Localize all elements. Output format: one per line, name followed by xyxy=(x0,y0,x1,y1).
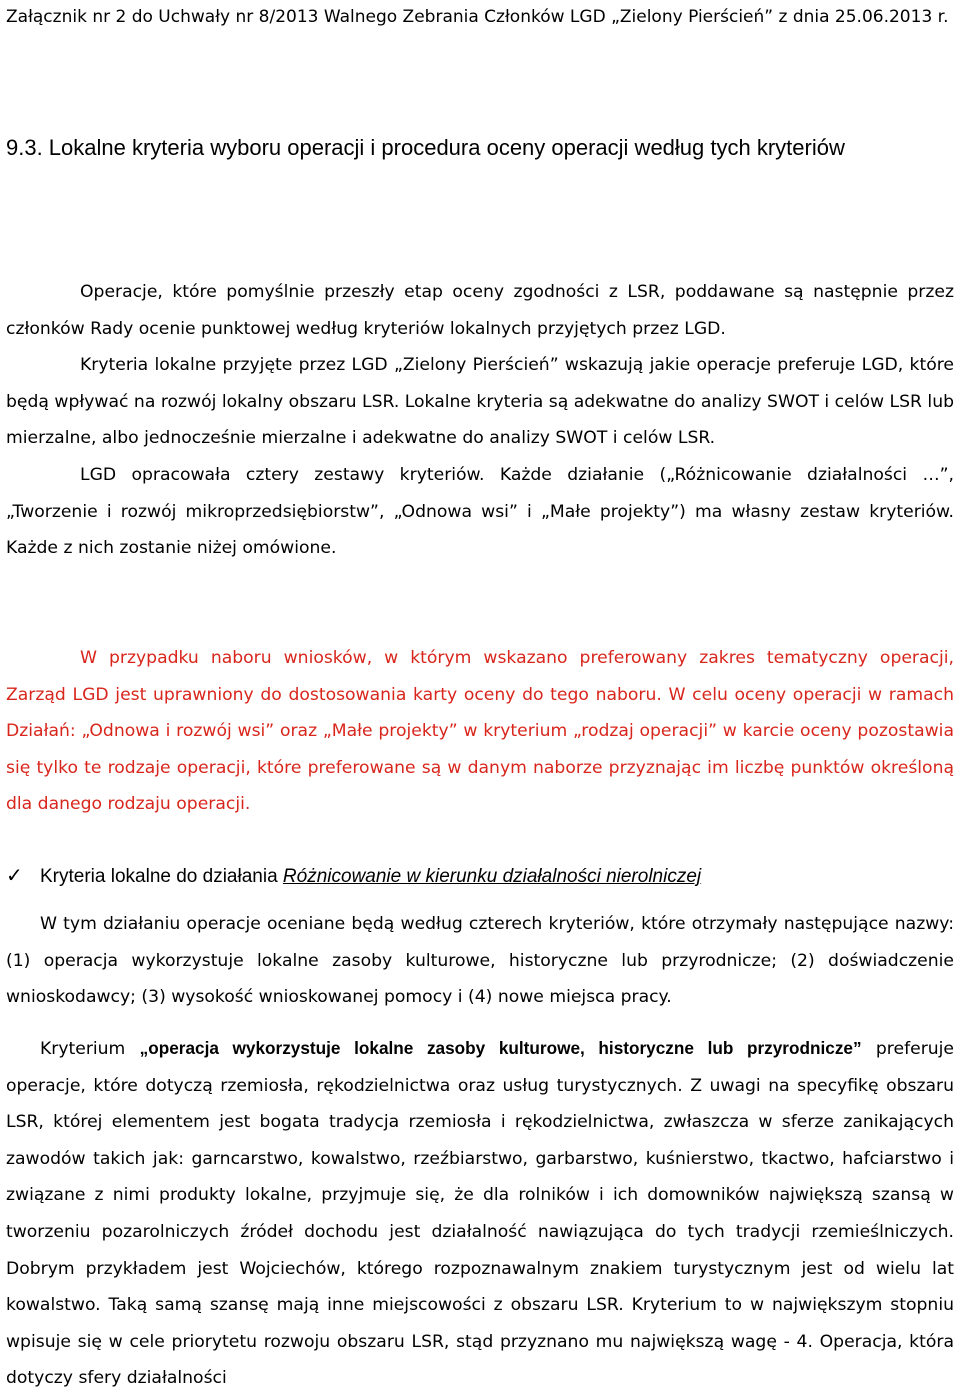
red-note-paragraph xyxy=(6,640,954,823)
criteria-paragraph-text: W tym działaniu operacje oceniane będą według czterech kryteriów, które otrzymały następujące nazwy: (1) operacja wykorzystuje lokalne zasoby kulturowe, historyczne lub przyrodnicze; (2) doświadczenie wnioskodawcy; (3) wysokość wnioskowanej pomocy i (4) nowe miejsca pracy. xyxy=(6,914,954,1008)
intro-block xyxy=(6,274,954,567)
criterion-1-paragraph xyxy=(6,1030,954,1397)
intro-paragraph-2-text: Kryteria lokalne przyjęte przez LGD „Zielony Pierścień” wskazują jakie operacje preferuje LGD, które będą wpływać na rozwój lokalny obszaru LSR. Lokalne kryteria są adekwatne do analizy SWOT i celów LSR lub mierzalne, albo jednocześnie mierzalne i adekwatne do analizy SWOT i celów LSR. xyxy=(6,355,954,449)
red-note-text: W przypadku naboru wniosków, w którym wskazano preferowany zakres tematyczny operacji, Zarząd LGD jest uprawniony do dostosowania karty oceny do tego naboru. W celu oceny operacji w ramach Działań: „Odnowa i rozwój wsi” oraz „Małe projekty” w kryterium „rodzaj operacji” w karcie oceny pozostawia się tylko te rodzaje operacji, które preferowane są w danym naborze przyznając im liczbę punktów określoną dla danego rodzaju operacji. xyxy=(6,648,954,815)
criterion-1-body: preferuje operacje, które dotyczą rzemiosła, rękodzielnictwa oraz usług turystycznych. Z uwagi na specyfikę obszaru LSR, której elementem jest bogata tradycja rzemiosła i rękodzielnictwa, zwłaszcza w sferze zanikających zawodów takich jak: garncarstwo, kowalstwo, rzeźbiarstwo, garbarstwo, kuśnierstwo, tkactwo, hafciarstwo i związane z nimi produkty lokalne, przyjmuje się, że dla rolników i ich domowników największą szansą w tworzeniu pozarolniczych źródeł dochodu jest działalność nawiązująca do tych tradycji rzemieślniczych. Dobrym przykładem jest Wojciechów, którego rozpoznawalnym znakiem turystycznym jest od wielu lat kowalstwo. Taką samą szansę mają inne miejscowości z obszaru LSR. Kryterium to w największym stopniu wpisuje się w cele priorytetu rozwoju obszaru LSR, stąd przyznano mu największą wagę - 4. Operacja, która dotyczy sfery działalności xyxy=(6,1039,954,1389)
attachment-header-note: Załącznik nr 2 do Uchwały nr 8/2013 Walnego Zebrania Członków LGD „Zielony Pierścień” z dnia 25.06.2013 r. xyxy=(6,7,949,27)
criteria-paragraph xyxy=(6,906,954,1016)
criterion-1-lead: Kryterium xyxy=(40,1039,140,1059)
intro-paragraph-1-text: Operacje, które pomyślnie przeszły etap oceny zgodności z LSR, poddawane są następnie przez członków Rady ocenie punktowej według kryteriów lokalnych przyjętych przez LGD. xyxy=(6,282,954,339)
criterion-1-name: „operacja wykorzystuje lokalne zasoby kulturowe, historyczne lub przyrodnicze” xyxy=(139,1038,862,1058)
criterion-1-text-block xyxy=(6,1030,954,1397)
highlighted-note xyxy=(6,640,954,823)
criteria-list-paragraph xyxy=(6,906,954,1016)
subsection-heading xyxy=(6,858,954,894)
subsection-title: Różnicowanie w kierunku działalności nierolniczej xyxy=(282,866,702,887)
intro-paragraph-3 xyxy=(6,457,954,567)
intro-paragraph-2 xyxy=(6,347,954,457)
intro-paragraph-1 xyxy=(6,274,954,347)
section-heading: 9.3. Lokalne kryteria wyboru operacji i procedura oceny operacji według tych kryteriów xyxy=(6,135,845,160)
subsection-lead: Kryteria lokalne do działania xyxy=(40,866,283,887)
checkmark-icon: ✓ xyxy=(6,865,23,887)
intro-paragraph-3-text: LGD opracowała cztery zestawy kryteriów. Każde działanie („Różnicowanie działalności …”, „Tworzenie i rozwój mikroprzedsiębiorstw”, „Odnowa wsi” i „Małe projekty”) ma własny zestaw kryteriów. Każde z nich zostanie niżej omówione. xyxy=(6,464,954,559)
